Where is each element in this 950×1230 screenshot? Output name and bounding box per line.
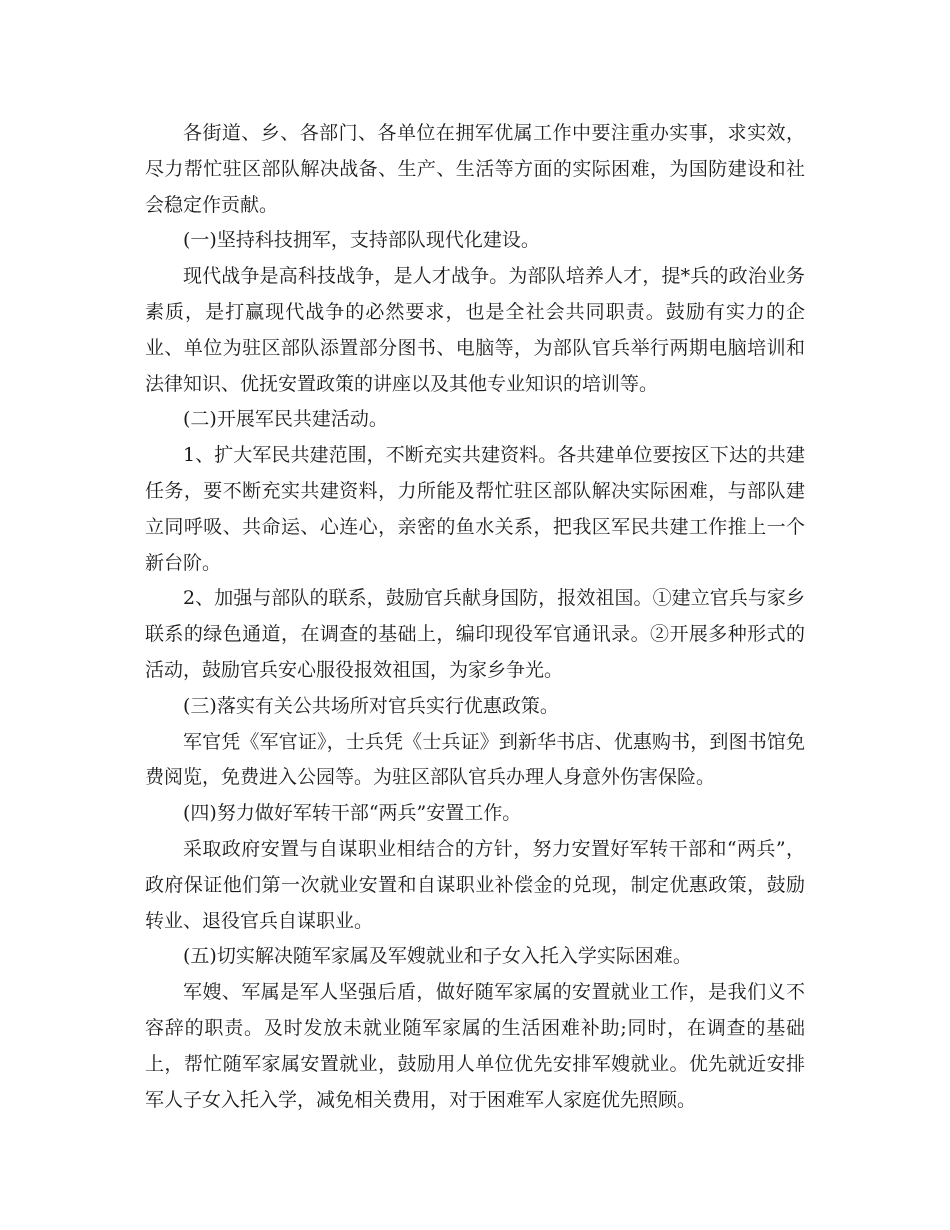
- paragraph-intro: 各街道、乡、各部门、各单位在拥军优属工作中要注重办实事，求实效，尽力帮忙驻区部队解决战备、生产、生活等方面的实际困难，为国防建设和社会稳定作贡献。: [145, 122, 805, 216]
- paragraph-family-support: 军嫂、军属是军人坚强后盾，做好随军家属的安置就业工作，是我们义不容辞的职责。及时发放未就业随军家属的生活困难补助;同时，在调查的基础上，帮忙随军家属安置就业，鼓励用人单位优先安排军嫂就业。优先就近安排军人子女入托入学，减免相关费用，对于困难军人家庭优先照顾。: [145, 981, 805, 1111]
- paragraph-resettlement: 采取政府安置与自谋职业相结合的方针，努力安置好军转干部和“两兵”，政府保证他们第一次就业安置和自谋职业补偿金的兑现，制定优惠政策，鼓励转业、退役官兵自谋职业。: [145, 837, 805, 932]
- section-heading-1: (一)坚持科技拥军，支持部队现代化建设。: [183, 229, 540, 252]
- paragraph-joint-building-1: 1、扩大军民共建范围，不断充实共建资料。各共建单位要按区下达的共建任务，要不断充实共建资料，力所能及帮忙驻区部队解决实际困难，与部队建立同呼吸、共命运、心连心，亲密的鱼水关系，把我区军民共建工作推上一个新台阶。: [145, 444, 805, 574]
- section-heading-2: (二)开展军民共建活动。: [183, 408, 388, 431]
- section-heading-3: (三)落实有关公共场所对官兵实行优惠政策。: [183, 694, 559, 717]
- document-body: [145, 116, 805, 1118]
- section-heading-5: (五)切实解决随军家属及军嫂就业和子女入托入学实际困难。: [183, 945, 692, 968]
- paragraph-joint-building-2: 2、加强与部队的联系，鼓励官兵献身国防，报效祖国。①建立官兵与家乡联系的绿色通道，在调查的基础上，编印现役军官通讯录。②开展多种形式的活动，鼓励官兵安心服役报效祖国，为家乡争光。: [145, 587, 805, 681]
- section-heading-4: (四)努力做好军转干部“两兵”安置工作。: [183, 802, 522, 825]
- paragraph-public-places: 军官凭《军官证》，士兵凭《士兵证》到新华书店、优惠购书，到图书馆免费阅览，免费进入公园等。为驻区部队官兵办理人身意外伤害保险。: [145, 730, 805, 789]
- paragraph-tech-support: 现代战争是高科技战争，是人才战争。为部队培养人才，提*兵的政治业务素质，是打赢现代战争的必然要求，也是全社会共同职责。鼓励有实力的企业、单位为驻区部队添置部分图书、电脑等，为部队官兵举行两期电脑培训和法律知识、优抚安置政策的讲座以及其他专业知识的培训等。: [145, 265, 805, 395]
